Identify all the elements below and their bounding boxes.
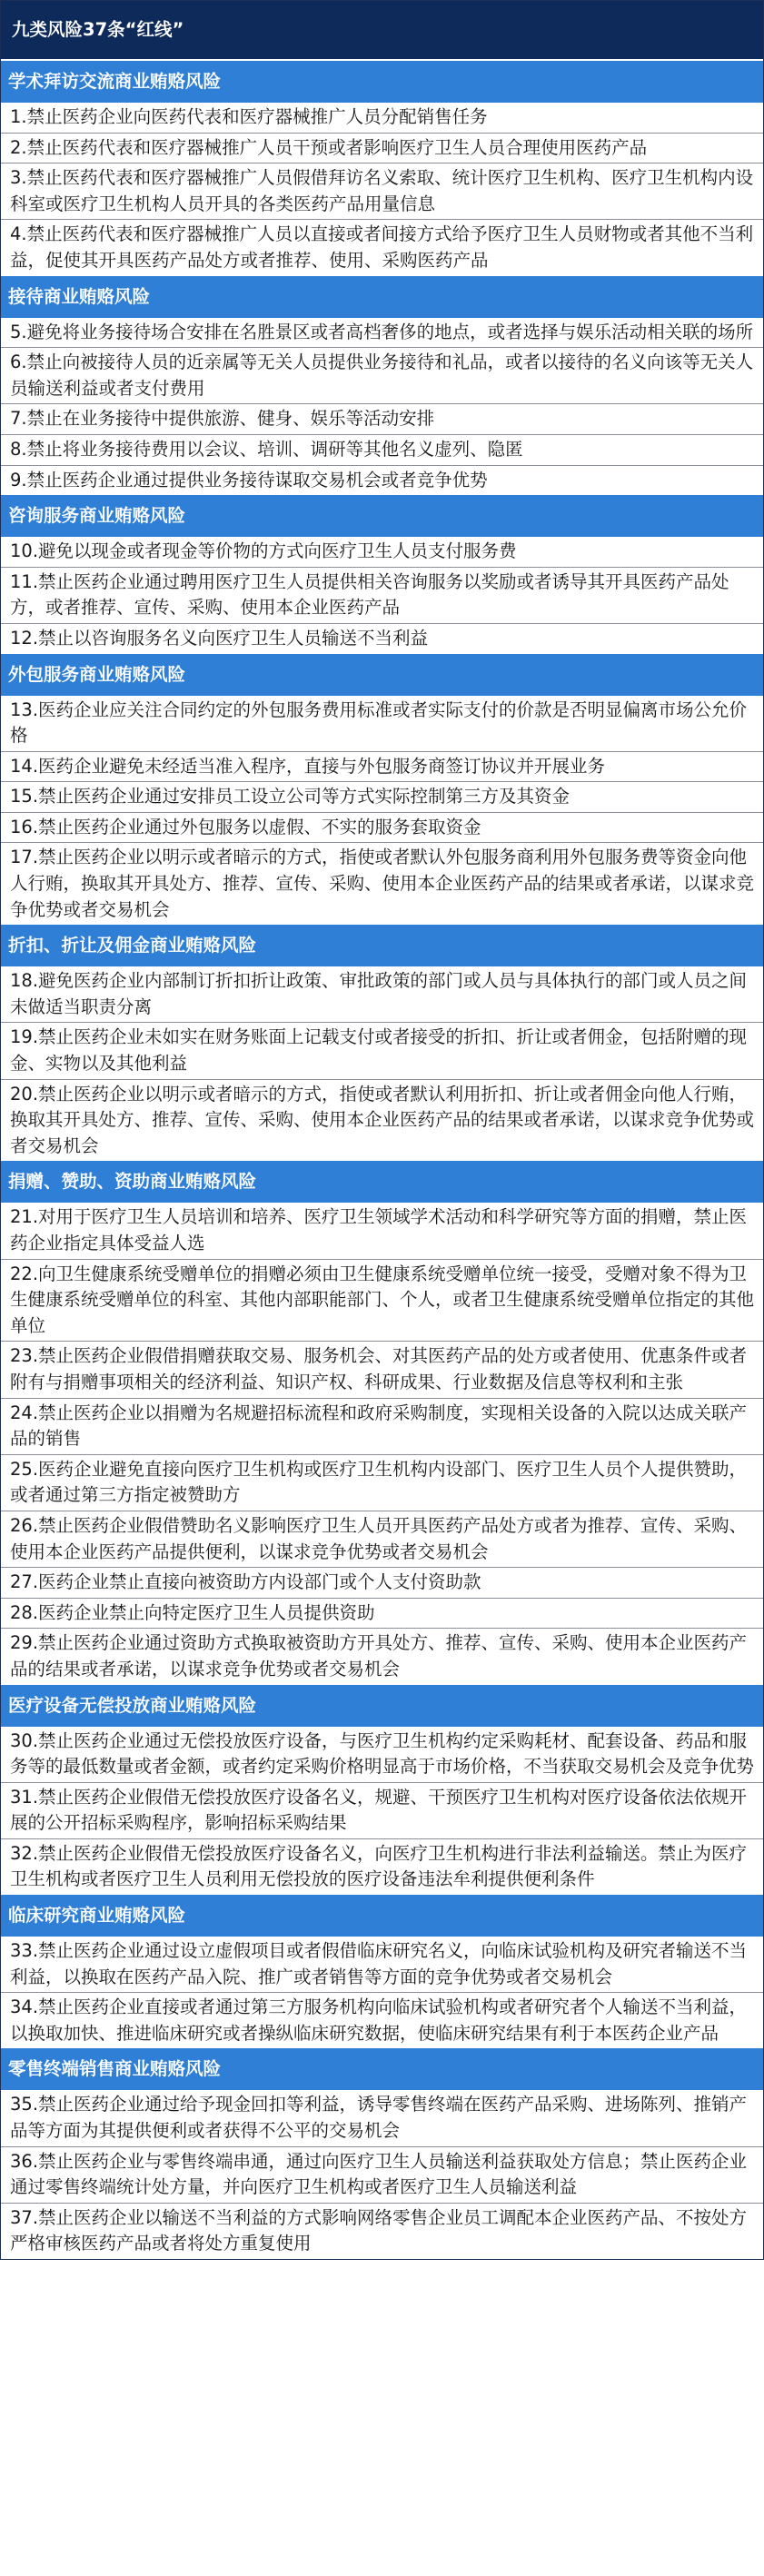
rule-item: 28.医药企业禁止向特定医疗卫生人员提供资助 [1,1598,763,1629]
section-heading: 捐赠、赞助、资助商业贿赂风险 [1,1161,763,1203]
rule-item: 22.向卫生健康系统受赠单位的捐赠必须由卫生健康系统受赠单位统一接受，受赠对象不得为卫生健康系统受赠单位的科室、其他内部职能部门、个人，或者卫生健康系统受赠单位指定的其他单位 [1,1259,763,1342]
rule-item: 13.医药企业应关注合同约定的外包服务费用标准或者实际支付的价款是否明显偏离市场公允价格 [1,696,763,751]
rule-item: 20.禁止医药企业以明示或者暗示的方式，指使或者默认利用折扣、折让或者佣金向他人行贿，换取其开具处方、推荐、宣传、采购、使用本企业医药产品的结果或者承诺，以谋求竞争优势或者交易机会 [1,1079,763,1162]
rule-item: 32.禁止医药企业假借无偿投放医疗设备名义，向医疗卫生机构进行非法利益输送。禁止为医疗卫生机构或者医疗卫生人员利用无偿投放的医疗设备违法牟利提供便利条件 [1,1838,763,1895]
rule-item: 16.禁止医药企业通过外包服务以虚假、不实的服务套取资金 [1,812,763,843]
rule-item: 21.对用于医疗卫生人员培训和培养、医疗卫生领域学术活动和科学研究等方面的捐赠，禁止医药企业指定具体受益人选 [1,1203,763,1258]
rule-item: 9.禁止医药企业通过提供业务接待谋取交易机会或者竞争优势 [1,465,763,496]
rule-item: 1.禁止医药企业向医药代表和医疗器械推广人员分配销售任务 [1,103,763,133]
rule-item: 30.禁止医药企业通过无偿投放医疗设备，与医疗卫生机构约定采购耗材、配套设备、药品和服务等的最低数量或者金额，或者约定采购价格明显高于市场价格，不当获取交易机会及竞争优势 [1,1727,763,1782]
section-heading: 折扣、折让及佣金商业贿赂风险 [1,925,763,966]
rule-item: 14.医药企业避免未经适当准入程序，直接与外包服务商签订协议并开展业务 [1,751,763,782]
section-heading: 零售终端销售商业贿赂风险 [1,2048,763,2090]
rule-item: 37.禁止医药企业以输送不当利益的方式影响网络零售企业员工调配本企业医药产品、不按处方严格审核医药产品或者将处方重复使用 [1,2203,763,2259]
section-heading: 临床研究商业贿赂风险 [1,1895,763,1937]
rule-item: 4.禁止医药代表和医疗器械推广人员以直接或者间接方式给予医疗卫生人员财物或者其他不当利益，促使其开具医药产品处方或者推荐、使用、采购医药产品 [1,219,763,275]
section-heading: 外包服务商业贿赂风险 [1,654,763,696]
rule-item: 23.禁止医药企业假借捐赠获取交易、服务机会、对其医药产品的处方或者使用、优惠条件或者附有与捐赠事项相关的经济利益、知识产权、科研成果、行业数据及信息等权利和主张 [1,1341,763,1397]
sections-container [1,61,763,2259]
rule-item: 15.禁止医药企业通过安排员工设立公司等方式实际控制第三方及其资金 [1,781,763,812]
section-heading: 接待商业贿赂风险 [1,276,763,318]
rule-item: 35.禁止医药企业通过给予现金回扣等利益，诱导零售终端在医药产品采购、进场陈列、推销产品等方面为其提供便利或者获得不公平的交易机会 [1,2090,763,2145]
rule-item: 33.禁止医药企业通过设立虚假项目或者假借临床研究名义，向临床试验机构及研究者输送不当利益，以换取在医药产品入院、推广或者销售等方面的竞争优势或者交易机会 [1,1937,763,1992]
rule-item: 12.禁止以咨询服务名义向医疗卫生人员输送不当利益 [1,623,763,654]
rule-item: 26.禁止医药企业假借赞助名义影响医疗卫生人员开具医药产品处方或者为推荐、宣传、采购、使用本企业医药产品提供便利，以谋求竞争优势或者交易机会 [1,1511,763,1567]
rule-item: 31.禁止医药企业假借无偿投放医疗设备名义，规避、干预医疗卫生机构对医疗设备依法依规开展的公开招标采购程序，影响招标采购结果 [1,1782,763,1838]
rule-item: 19.禁止医药企业未如实在财务账面上记载支付或者接受的折扣、折让或者佣金，包括附赠的现金、实物以及其他利益 [1,1022,763,1078]
rule-item: 29.禁止医药企业通过资助方式换取被资助方开具处方、推荐、宣传、采购、使用本企业医药产品的结果或者承诺，以谋求竞争优势或者交易机会 [1,1628,763,1684]
document-title: 九类风险37条“红线” [1,1,763,61]
rule-item: 7.禁止在业务接待中提供旅游、健身、娱乐等活动安排 [1,403,763,434]
section-heading: 咨询服务商业贿赂风险 [1,495,763,537]
section-heading: 医疗设备无偿投放商业贿赂风险 [1,1685,763,1727]
rule-item: 3.禁止医药代表和医疗器械推广人员假借拜访名义索取、统计医疗卫生机构、医疗卫生机构内设科室或医疗卫生机构人员开具的各类医药产品用量信息 [1,163,763,219]
rule-item: 2.禁止医药代表和医疗器械推广人员干预或者影响医疗卫生人员合理使用医药产品 [1,133,763,163]
rule-item: 36.禁止医药企业与零售终端串通，通过向医疗卫生人员输送利益获取处方信息；禁止医药企业通过零售终端统计处方量，并向医疗卫生机构或者医疗卫生人员输送利益 [1,2146,763,2203]
rule-item: 24.禁止医药企业以捐赠为名规避招标流程和政府采购制度，实现相关设备的入院以达成关联产品的销售 [1,1398,763,1454]
rule-item: 6.禁止向被接待人员的近亲属等无关人员提供业务接待和礼品，或者以接待的名义向该等无关人员输送利益或者支付费用 [1,347,763,403]
rule-item: 27.医药企业禁止直接向被资助方内设部门或个人支付资助款 [1,1567,763,1598]
rule-item: 11.禁止医药企业通过聘用医疗卫生人员提供相关咨询服务以奖励或者诱导其开具医药产品处方，或者推荐、宣传、采购、使用本企业医药产品 [1,567,763,623]
rule-item: 5.避免将业务接待场合安排在名胜景区或者高档奢侈的地点，或者选择与娱乐活动相关联的场所 [1,318,763,348]
rule-item: 17.禁止医药企业以明示或者暗示的方式，指使或者默认外包服务商利用外包服务费等资金向他人行贿，换取其开具处方、推荐、宣传、采购、使用本企业医药产品的结果或者承诺，以谋求竞争优势或者交易机会 [1,842,763,925]
rule-item: 34.禁止医药企业直接或者通过第三方服务机构向临床试验机构或者研究者个人输送不当利益，以换取加快、推进临床研究或者操纵临床研究数据，使临床研究结果有利于本医药企业产品 [1,1992,763,2048]
rule-item: 25.医药企业避免直接向医疗卫生机构或医疗卫生机构内设部门、医疗卫生人员个人提供赞助，或者通过第三方指定被赞助方 [1,1454,763,1511]
rule-item: 18.避免医药企业内部制订折扣折让政策、审批政策的部门或人员与具体执行的部门或人员之间未做适当职责分离 [1,966,763,1022]
section-heading: 学术拜访交流商业贿赂风险 [1,61,763,103]
rule-item: 10.避免以现金或者现金等价物的方式向医疗卫生人员支付服务费 [1,537,763,567]
rule-item: 8.禁止将业务接待费用以会议、培训、调研等其他名义虚列、隐匿 [1,434,763,465]
